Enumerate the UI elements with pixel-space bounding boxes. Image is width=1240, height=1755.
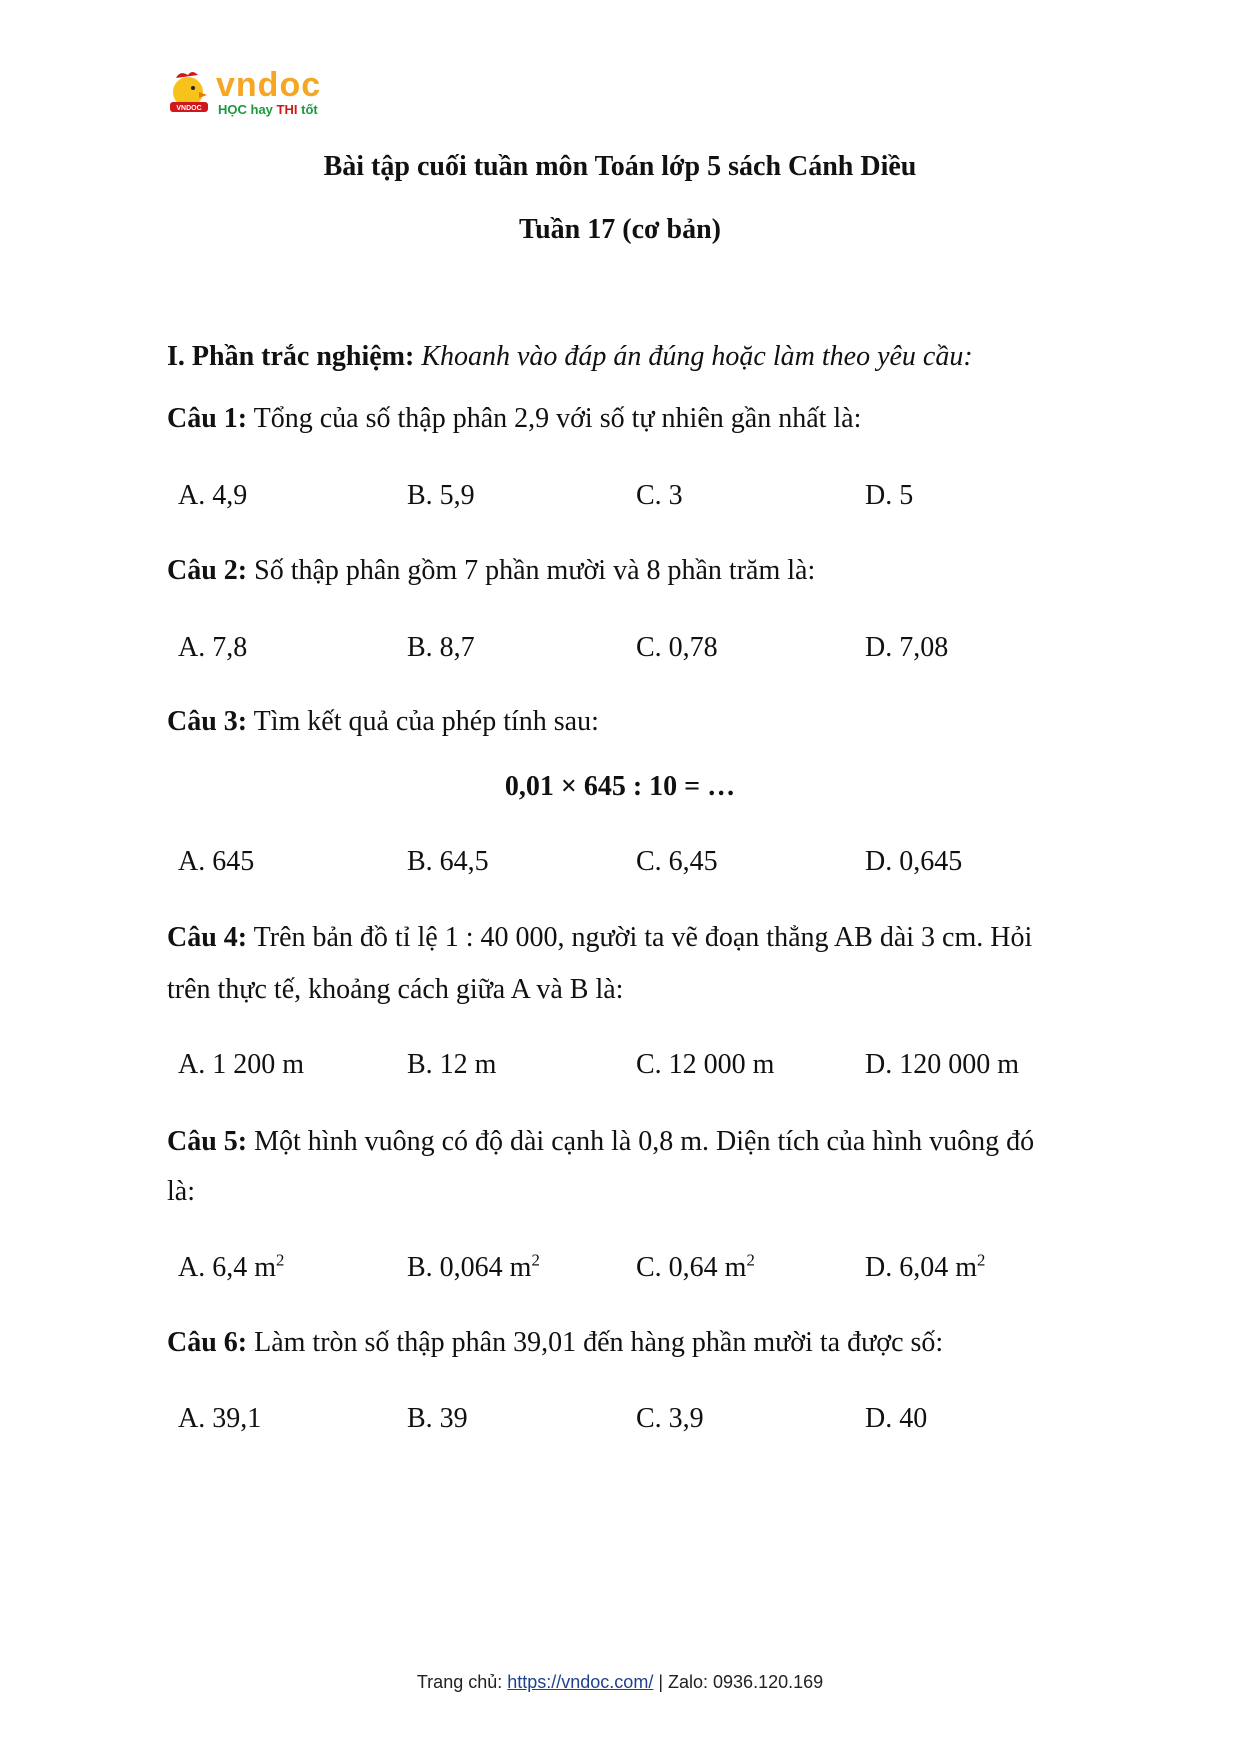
section-heading: I. Phần trắc nghiệm: Khoanh vào đáp án đúng hoặc làm theo yêu cầu:: [167, 341, 973, 372]
question-4: Câu 4: Trên bản đồ tỉ lệ 1 : 40 000, người ta vẽ đoạn thẳng AB dài 3 cm. Hỏi: [167, 922, 1033, 953]
option-b[interactable]: B. 8,7: [407, 632, 475, 663]
svg-text:VNDOC: VNDOC: [176, 105, 202, 112]
brand-wordmark: vndoc: [216, 66, 322, 104]
option-a[interactable]: A. 4,9: [178, 480, 248, 511]
question-3-formula: 0,01 × 645 : 10 = …: [504, 771, 736, 802]
vndoc-logo: [166, 66, 326, 122]
option-b[interactable]: B. 12 m: [407, 1049, 497, 1080]
option-d[interactable]: D. 0,645: [865, 846, 963, 877]
option-c[interactable]: C. 12 000 m: [636, 1049, 775, 1080]
question-3: Câu 3: Tìm kết quả của phép tính sau:: [167, 706, 599, 737]
question-2: Câu 2: Số thập phân gồm 7 phần mười và 8 phần trăm là:: [167, 555, 816, 586]
question-5: Câu 5: Một hình vuông có độ dài cạnh là 0,8 m. Diện tích của hình vuông đó: [167, 1126, 1035, 1157]
option-b[interactable]: B. 0,064 $m^2$: [407, 1250, 540, 1283]
section-instruction: Khoanh vào đáp án đúng hoặc làm theo yêu cầu:: [421, 341, 973, 372]
option-c[interactable]: C. 3,9: [636, 1403, 704, 1434]
question-4-line-2: trên thực tế, khoảng cách giữa A và B là:: [167, 974, 624, 1005]
document-subtitle: Tuần 17 (cơ bản): [519, 214, 721, 245]
option-a[interactable]: A. 7,8: [178, 632, 248, 663]
option-d[interactable]: D. 7,08: [865, 632, 949, 663]
option-b[interactable]: B. 5,9: [407, 480, 475, 511]
option-c[interactable]: C. 0,64 $m^2$: [636, 1250, 755, 1283]
option-c[interactable]: C. 3: [636, 480, 683, 511]
option-a[interactable]: A. 1 200 m: [178, 1049, 304, 1080]
option-d[interactable]: D. 120 000 m: [865, 1049, 1019, 1080]
option-a[interactable]: A. 6,4 $m^2$: [178, 1250, 285, 1283]
question-5-line-2: là:: [167, 1176, 195, 1207]
option-c[interactable]: C. 0,78: [636, 632, 718, 663]
homepage-link[interactable]: https://vndoc.com/: [507, 1672, 654, 1692]
option-d[interactable]: D. 6,04 $m^2$: [865, 1250, 986, 1283]
question-1: Câu 1: Tổng của số thập phân 2,9 với số tự nhiên gần nhất là:: [167, 403, 862, 434]
option-a[interactable]: A. 39,1: [178, 1403, 262, 1434]
option-c[interactable]: C. 6,45: [636, 846, 718, 877]
option-d[interactable]: D. 5: [865, 480, 914, 511]
page-footer: Trang chủ: https://vndoc.com/ | Zalo: 0936.120.169: [416, 1672, 824, 1692]
option-b[interactable]: B. 39: [407, 1403, 468, 1434]
tagline: HỌC hay THI tốt: [218, 102, 318, 117]
option-d[interactable]: D. 40: [865, 1403, 928, 1434]
option-b[interactable]: B. 64,5: [407, 846, 489, 877]
question-6: Câu 6: Làm tròn số thập phân 39,01 đến hàng phần mười ta được số:: [167, 1327, 944, 1358]
option-a[interactable]: A. 645: [178, 846, 255, 877]
document-title: Bài tập cuối tuần môn Toán lớp 5 sách Cánh Diều: [323, 151, 917, 182]
